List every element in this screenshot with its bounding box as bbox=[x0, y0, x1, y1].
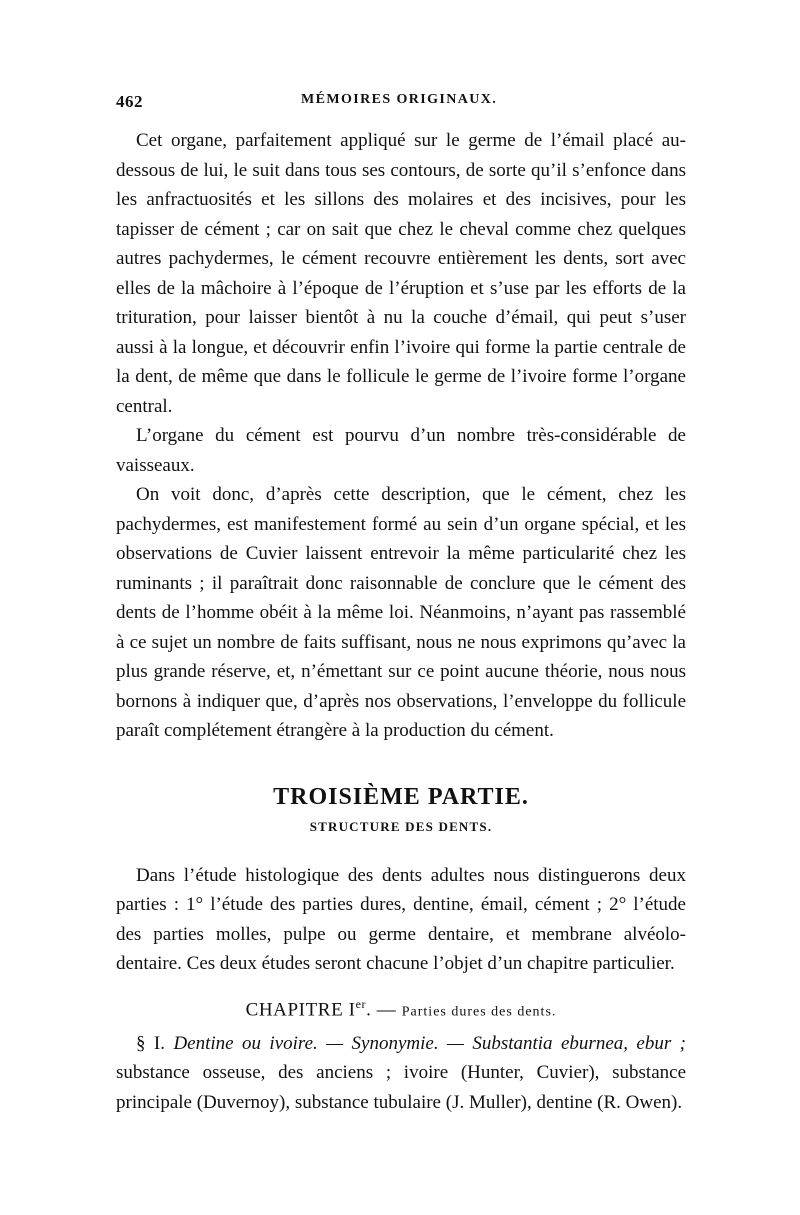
book-page bbox=[116, 92, 686, 1117]
section-mark: § I. bbox=[136, 1032, 174, 1054]
part-title: TROISIÈME PARTIE. bbox=[273, 783, 529, 810]
paragraph-cement-organ: Cet organe, parfaitement appliqué sur le germe de l’émail placé au-dessous de lui, le suit dans tous ses contours, de sorte qu’il s’enfonce dans les anfractuosités et les sillons des molaires et des incisives, pour les tapisser de cément ; car on sait que chez le cheval comme chez quelques autres pachydermes, le cément recouvre entièrement les dents, sort avec elles de la mâchoire à l’époque de l’éruption et s’use par les efforts de la trituration, pour laisser bientôt à nu la couche d’émail, qui peut s’user aussi à la longue, et découvrir enfin l’ivoire qui forme la partie centrale de la dent, de même que dans le follicule le germe de l’ivoire forme l’organe central. bbox=[116, 130, 686, 417]
section-title: Dentine ou ivoire. — Synonymie. — Substantia eburnea, ebur ; bbox=[173, 1032, 687, 1054]
paragraph-vessels: L’organe du cément est pourvu d’un nombre très-considérable de vaisseaux. bbox=[116, 425, 686, 476]
running-title: MÉMOIRES ORIGINAUX. bbox=[301, 92, 498, 107]
chapter-title: Parties dures des dents. bbox=[401, 1003, 557, 1019]
section-text: substance osseuse, des anciens ; ivoire (Hunter, Cuvier), substance principale (Duvernoy), substance tubulaire (J. Muller), dentine (R. Owen). bbox=[116, 1062, 686, 1113]
chapter-ordinal: er bbox=[355, 996, 367, 1011]
intro-paragraph: Dans l’étude histologique des dents adultes nous distinguerons deux parties : 1° l’étude des parties dures, dentine, émail, cément ; 2° l’étude des parties molles, pulpe ou germe dentaire, et membrane alvéolo-dentaire. Ces deux études seront chacune l’objet d’un chapitre particulier. bbox=[116, 864, 686, 974]
chapter-label: CHAPITRE I bbox=[245, 998, 356, 1020]
running-head bbox=[116, 92, 686, 118]
chapter-dash: . — bbox=[366, 998, 402, 1020]
paragraph-conclusion: On voit donc, d’après cette description, que le cément, chez les pachydermes, est manifestement formé au sein d’un organe spécial, et les observations de Cuvier laissent entrevoir la même particularité chez les ruminants ; il paraîtrait donc raisonnable de conclure que le cément des dents de l’homme obéit à la même loi. Néanmoins, n’ayant pas rassemblé à ce sujet un nombre de faits suffisant, nous ne nous exprimons qu’avec la plus grande réserve, et, n’émettant sur ce point aucune théorie, nous nous bornons à indiquer que, d’après nos observations, l’enveloppe du follicule paraît complétement étrangère à la production du cément. bbox=[116, 484, 686, 741]
part-subtitle: STRUCTURE DES DENTS. bbox=[309, 818, 493, 834]
page-number: 462 bbox=[116, 92, 143, 111]
chapter-heading bbox=[116, 997, 686, 1021]
section-paragraph bbox=[116, 1029, 686, 1118]
